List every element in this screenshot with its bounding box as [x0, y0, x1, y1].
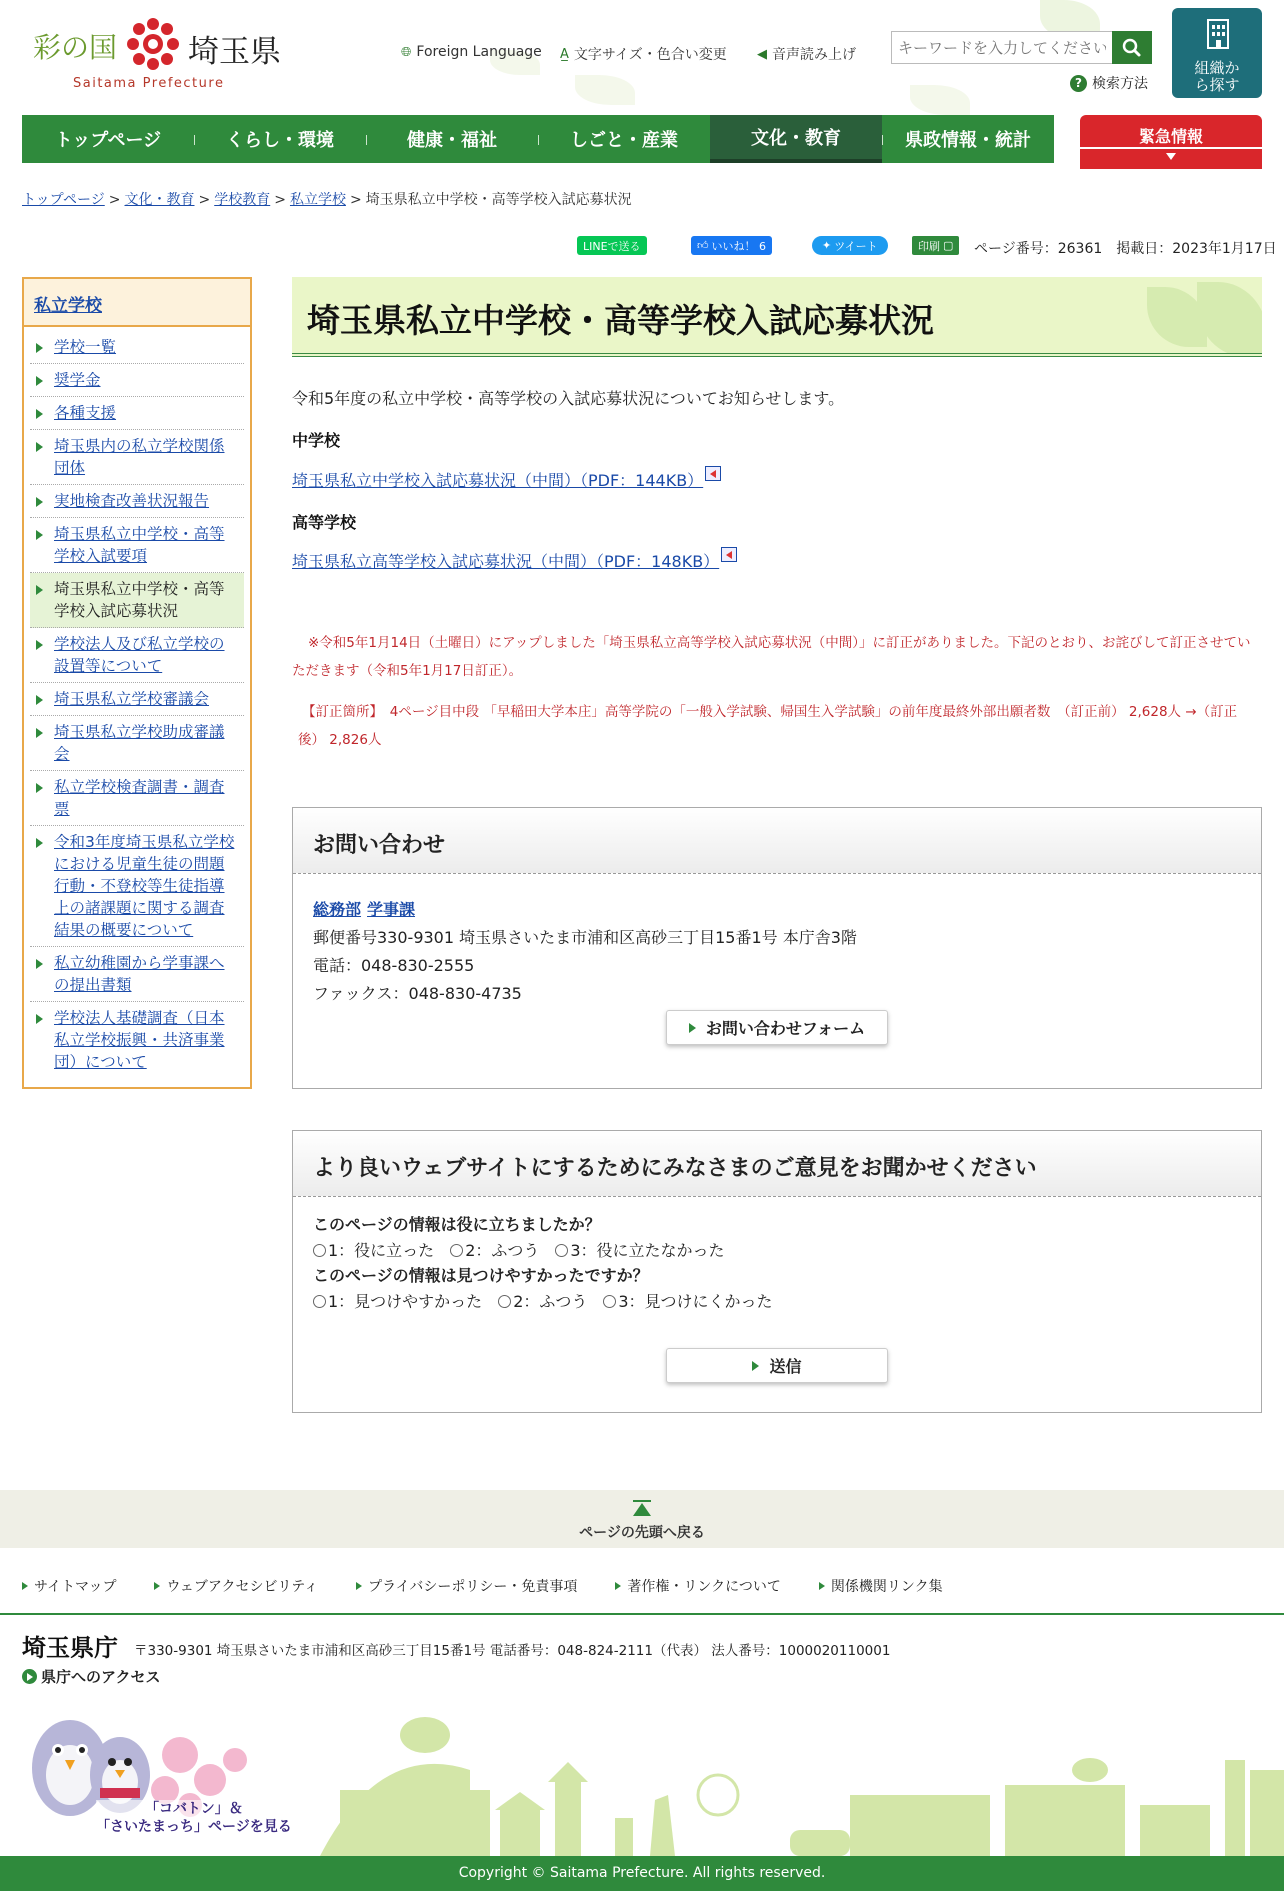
sidebar-item[interactable]: [30, 716, 244, 771]
footer-link-copyright[interactable]: [615, 1576, 780, 1596]
thumbs-up-icon: 👍︎: [697, 239, 709, 252]
breadcrumb-culture[interactable]: 文化・教育: [124, 192, 195, 208]
line-share-button[interactable]: [577, 236, 647, 255]
gnav-prefecture-info[interactable]: 県政情報・統計: [882, 115, 1054, 163]
audio-read-icon[interactable]: [705, 466, 721, 481]
survey-body: [293, 1197, 1261, 1331]
page-meta: ページ番号：26361 掲載日：2023年1月17日: [974, 241, 1277, 257]
breadcrumb-private-school[interactable]: 私立学校: [289, 192, 346, 208]
breadcrumb: [22, 189, 632, 209]
sidebar-item-label[interactable]: 私立幼稚園から学事課への提出書類: [54, 954, 225, 994]
gnav-health-welfare[interactable]: 健康・福祉: [366, 115, 538, 163]
print-label: 印刷: [918, 239, 940, 253]
radio-label: 2：ふつう: [513, 1292, 588, 1311]
radio-button[interactable]: [313, 1244, 326, 1257]
correction-notice: ※令和5年1月14日（土曜日）にアップしました「埼玉県私立高等学校入試応募状況（中間）」に訂正がありました。下記のとおり、お詫びして訂正させていただきます（令和5年1月17日訂正）。: [292, 635, 1251, 679]
chevron-down-icon: [1166, 153, 1176, 160]
survey-options-1: [313, 1237, 1241, 1264]
voice-reading-label: 音声読み上げ: [772, 47, 856, 63]
footer-link-label: プライバシーポリシー・免責事項: [368, 1579, 578, 1595]
sidebar-item-current: [30, 573, 244, 628]
sidebar-item-label[interactable]: 令和3年度埼玉県私立学校における児童生徒の問題行動・不登校等生徒指導上の諸課題に関する調査結果の概要について: [54, 833, 235, 939]
search-help-label: 検索方法: [1092, 76, 1148, 92]
footer-link-label: 著作権・リンクについて: [627, 1579, 781, 1595]
footer-divider: [0, 1613, 1284, 1615]
back-to-top[interactable]: [0, 1490, 1284, 1548]
tweet-label: ツイート: [834, 239, 878, 253]
copyright: Copyright © Saitama Prefecture. All rights reserved.: [0, 1856, 1284, 1891]
footer-link-privacy[interactable]: [356, 1576, 577, 1596]
global-nav: [22, 115, 1054, 163]
back-to-top-label: ページの先頭へ戻る: [579, 1525, 705, 1541]
survey-heading: より良いウェブサイトにするためにみなさまのご意見をお聞かせください: [293, 1131, 1261, 1197]
footer-link-label: 関係機関リンク集: [830, 1579, 943, 1595]
section-link[interactable]: 学事課: [367, 900, 416, 919]
decorative-leaf: [575, 75, 635, 105]
building-icon: [1204, 18, 1232, 50]
arrow-up-icon: [633, 1500, 651, 1516]
sidebar-item-label[interactable]: 学校法人及び私立学校の設置等について: [54, 635, 225, 675]
contact-form-label: お問い合わせフォーム: [705, 1019, 866, 1038]
speaker-icon: ◀︎: [757, 46, 767, 62]
sidebar-item-label[interactable]: 埼玉県私立学校助成審議会: [54, 723, 225, 763]
radio-button[interactable]: [555, 1244, 568, 1257]
logo-name: 埼玉県: [188, 34, 281, 70]
footer-link-sitemap[interactable]: [22, 1576, 116, 1596]
line-share-label: LINEで送る: [583, 239, 641, 253]
sidebar-item-label: 埼玉県私立中学校・高等学校入試応募状況: [54, 580, 225, 620]
sidebar-item-label[interactable]: 埼玉県私立中学校・高等学校入試要項: [54, 525, 225, 565]
search-icon: [1112, 31, 1152, 64]
breadcrumb-school-education[interactable]: 学校教育: [214, 192, 271, 208]
sidebar-item-label[interactable]: 学校法人基礎調査（日本私立学校振興・共済事業団）について: [54, 1009, 225, 1071]
sidebar-item[interactable]: [30, 947, 244, 1002]
intro-text: 令和5年度の私立中学校・高等学校の入試応募状況についてお知らせします。: [292, 389, 845, 408]
pdf-link-hs-label[interactable]: 埼玉県私立高等学校入試応募状況（中間）（PDF：148KB）: [292, 552, 720, 571]
survey-radio-1-2[interactable]: [450, 1237, 539, 1264]
org-search-button[interactable]: [1172, 8, 1262, 98]
radio-button[interactable]: [450, 1244, 463, 1257]
sidebar-item[interactable]: [30, 683, 244, 716]
foreign-language-label: Foreign Language: [416, 44, 542, 60]
survey-question-1: このページの情報は役に立ちましたか？: [313, 1215, 601, 1234]
search-input[interactable]: [892, 32, 1112, 63]
radio-button[interactable]: [313, 1295, 326, 1308]
pdf-link-hs[interactable]: [292, 549, 737, 572]
voice-reading-link[interactable]: [757, 44, 856, 64]
gnav-work-industry[interactable]: しごと・産業: [538, 115, 710, 163]
radio-label: 2：ふつう: [465, 1241, 540, 1260]
search-field[interactable]: [891, 31, 1113, 64]
survey-radio-2-1[interactable]: [313, 1288, 482, 1315]
facebook-like-button[interactable]: [691, 236, 772, 255]
footer-access-label: 県庁へのアクセス: [41, 1668, 161, 1686]
sidebar-item[interactable]: [30, 485, 244, 518]
sidebar-item[interactable]: [30, 1002, 244, 1078]
sidebar-item[interactable]: [30, 771, 244, 826]
decorative-leaf: [910, 85, 970, 115]
survey-options-2: [313, 1288, 1241, 1315]
sidebar-item[interactable]: [30, 628, 244, 683]
breadcrumb-separator: >: [274, 192, 286, 208]
sidebar-list: [24, 327, 250, 1082]
arrow-circle-icon: [22, 1669, 37, 1684]
section-heading-hs: 高等学校: [292, 513, 357, 532]
footer-access-link[interactable]: [22, 1666, 161, 1687]
survey-radio-2-2[interactable]: [498, 1288, 587, 1315]
sidebar-item-label[interactable]: 各種支援: [54, 404, 117, 422]
sidebar-heading: [24, 279, 250, 327]
breadcrumb-separator: >: [198, 192, 211, 208]
foreign-language-link[interactable]: [401, 44, 542, 60]
sidebar-item-label[interactable]: 私立学校検査調書・調査票: [54, 778, 225, 818]
radio-label: 3：役に立たなかった: [570, 1241, 725, 1260]
twitter-bird-icon: ✦: [822, 239, 832, 252]
sidebar-item[interactable]: [30, 364, 244, 397]
contact-box: [292, 807, 1262, 1089]
footer-address: 〒330-9301 埼玉県さいたま市浦和区高砂三丁目15番1号 電話番号：048-824-2111（代表） 法人番号：1000020110001: [134, 1643, 891, 1659]
site-header: [0, 0, 1284, 110]
search-help-link[interactable]: [1070, 73, 1148, 93]
mascot-page-link[interactable]: [96, 1800, 292, 1836]
page-title-box: [292, 277, 1262, 357]
facebook-like-label: いいね！ 6: [711, 239, 766, 253]
survey-question-2: このページの情報は見つけやすかったですか？: [313, 1266, 649, 1285]
sidebar-item-label[interactable]: 学校一覧: [54, 338, 117, 356]
footer-link-label: ウェブアクセシビリティ: [166, 1579, 319, 1595]
breadcrumb-separator: >: [349, 192, 362, 208]
org-search-label: 組織から探す: [1194, 59, 1240, 94]
sidebar-item[interactable]: [30, 397, 244, 430]
footer-link-related[interactable]: [819, 1576, 943, 1596]
sidebar-item[interactable]: [30, 826, 244, 947]
footer-link-label: サイトマップ: [34, 1579, 117, 1595]
text-size-icon: A̲: [560, 46, 569, 62]
survey-submit-label: 送信: [769, 1357, 802, 1376]
footer-org-name: 埼玉県庁: [22, 1634, 118, 1662]
contact-tel: 電話：048-830-2555: [313, 956, 475, 975]
radio-label: 1：見つけやすかった: [328, 1292, 483, 1311]
globe-icon: 🌐︎: [401, 44, 412, 60]
sidebar-item-label[interactable]: 埼玉県私立学校審議会: [54, 690, 210, 708]
breadcrumb-separator: >: [108, 192, 121, 208]
text-size-color-label: 文字サイズ・色合い変更: [573, 47, 727, 63]
logo-prefix: 彩の国: [33, 31, 118, 64]
contact-heading: お問い合わせ: [293, 808, 1261, 874]
contact-dept: [313, 896, 1241, 924]
emergency-info-label: 緊急情報: [1138, 127, 1203, 146]
tweet-button[interactable]: [812, 236, 888, 255]
page-title: 埼玉県私立中学校・高等学校入試応募状況: [307, 301, 934, 340]
survey-box: [292, 1130, 1262, 1413]
survey-submit-button[interactable]: [666, 1348, 888, 1383]
sidebar-heading-link[interactable]: 私立学校: [34, 296, 102, 316]
emergency-info-button[interactable]: [1080, 115, 1262, 169]
radio-label: 1：役に立った: [328, 1241, 435, 1260]
breadcrumb-current: 埼玉県私立中学校・高等学校入試応募状況: [365, 192, 632, 208]
sidebar-item[interactable]: [30, 518, 244, 573]
correction-detail: 【訂正箇所】 4ページ目中段 「早稲田大学本庄」高等学院の「一般入学試験、帰国生入学試験」の前年度最終外部出願者数 （訂正前） 2,628人 →（訂正後） 2,826人: [298, 704, 1238, 748]
gnav-life-environment[interactable]: くらし・環境: [194, 115, 366, 163]
footer-link-accessibility[interactable]: [154, 1576, 318, 1596]
mascot-caption-line-2: 「さいたまっち」ページを見る: [96, 1819, 292, 1835]
radio-button[interactable]: [498, 1295, 511, 1308]
survey-radio-2-3[interactable]: [603, 1288, 772, 1315]
sidebar-item-label[interactable]: 実地検査改善状況報告: [54, 492, 210, 510]
sidebar-item[interactable]: [30, 430, 244, 485]
radio-label: 3：見つけにくかった: [618, 1292, 773, 1311]
print-button[interactable]: [912, 236, 959, 255]
survey-radio-1-3[interactable]: [555, 1237, 724, 1264]
gnav-top[interactable]: トップページ: [54, 130, 162, 151]
print-icon: ▢: [943, 239, 954, 252]
radio-button[interactable]: [603, 1295, 616, 1308]
question-icon: ?: [1070, 75, 1087, 92]
section-heading-jhs: 中学校: [292, 431, 341, 450]
text-size-color-link[interactable]: [560, 44, 727, 64]
contact-fax: ファックス：048-830-4735: [313, 984, 522, 1003]
contact-address: 郵便番号330-9301 埼玉県さいたま市浦和区高砂三丁目15番1号 本庁舎3階: [313, 928, 857, 947]
dept-link[interactable]: 総務部: [313, 900, 362, 919]
pdf-link-jhs[interactable]: [292, 468, 721, 491]
breadcrumb-top[interactable]: トップページ: [22, 192, 105, 208]
contact-form-button[interactable]: [666, 1010, 888, 1045]
emergency-divider: [1080, 147, 1262, 149]
gnav-culture-education[interactable]: 文化・教育: [710, 115, 882, 163]
pdf-link-jhs-label[interactable]: 埼玉県私立中学校入試応募状況（中間）（PDF：144KB）: [292, 471, 704, 490]
footer-links: [22, 1576, 943, 1596]
site-logo[interactable]: [33, 14, 283, 94]
sidebar-item-label[interactable]: 奨学金: [54, 371, 101, 389]
sidebar: [22, 277, 252, 1089]
audio-read-icon[interactable]: [721, 547, 737, 562]
logo-english: Saitama Prefecture: [73, 76, 225, 91]
search-button[interactable]: [1112, 31, 1152, 64]
survey-radio-1-1[interactable]: [313, 1237, 434, 1264]
contact-body: [293, 874, 1261, 1030]
saitama-flower-icon: [125, 16, 181, 72]
sidebar-item[interactable]: [30, 331, 244, 364]
sidebar-item-label[interactable]: 埼玉県内の私立学校関係団体: [54, 437, 225, 477]
mascot-caption-line-1: 「コバトン」＆: [145, 1801, 243, 1817]
